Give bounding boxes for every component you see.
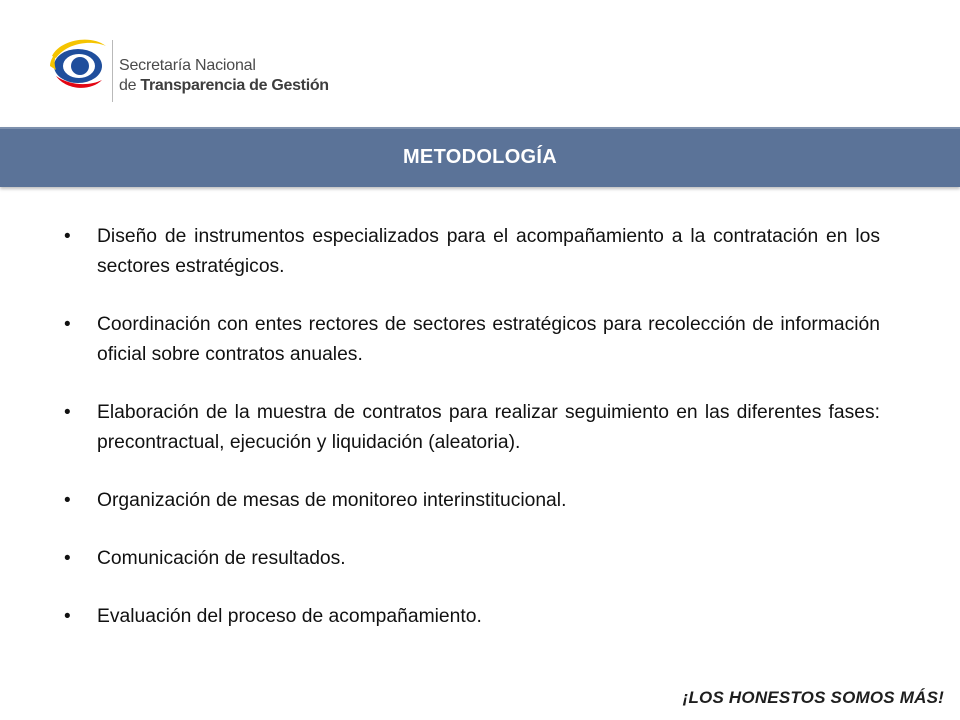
- institution-logo: [46, 32, 346, 112]
- bullet-text: Evaluación del proceso de acompañamiento.: [97, 606, 482, 627]
- bullet-icon: •: [64, 226, 71, 247]
- bullet-icon: •: [64, 606, 71, 627]
- bullet-text: Comunicación de resultados.: [97, 548, 346, 569]
- logo-text-prefix: de: [119, 77, 137, 94]
- logo-divider: [112, 40, 113, 102]
- bullet-text: Diseño de instrumentos especializados para el acompañamiento a la contratación en los sectores estratégicos.: [97, 226, 880, 277]
- list-item: [60, 398, 880, 458]
- bullet-icon: •: [64, 314, 71, 335]
- list-item: [60, 310, 880, 370]
- list-item: [60, 602, 880, 632]
- list-item: [60, 222, 880, 282]
- bullet-list: [60, 222, 880, 660]
- slide-title: METODOLOGÍA: [402, 146, 558, 168]
- title-banner: [0, 127, 960, 187]
- logo-text-bold: Transparencia de Gestión: [140, 77, 329, 94]
- bullet-icon: •: [64, 490, 71, 511]
- bullet-icon: •: [64, 548, 71, 569]
- bullet-icon: •: [64, 402, 71, 423]
- list-item: [60, 544, 880, 574]
- bullet-text: Organización de mesas de monitoreo interinstitucional.: [97, 490, 567, 511]
- eye-logo-icon: [46, 32, 110, 96]
- list-item: [60, 486, 880, 516]
- logo-text-line1: Secretaría Nacional: [119, 57, 256, 74]
- footer-slogan: ¡LOS HONESTOS SOMOS MÁS!: [682, 688, 944, 707]
- bullet-text: Coordinación con entes rectores de sectores estratégicos para recolección de información oficial sobre contratos anuales.: [97, 314, 880, 365]
- bullet-text: Elaboración de la muestra de contratos para realizar seguimiento en las diferentes fases: precontractual, ejecución y liquidación (aleatoria).: [97, 402, 880, 453]
- logo-text-line2: [119, 77, 329, 95]
